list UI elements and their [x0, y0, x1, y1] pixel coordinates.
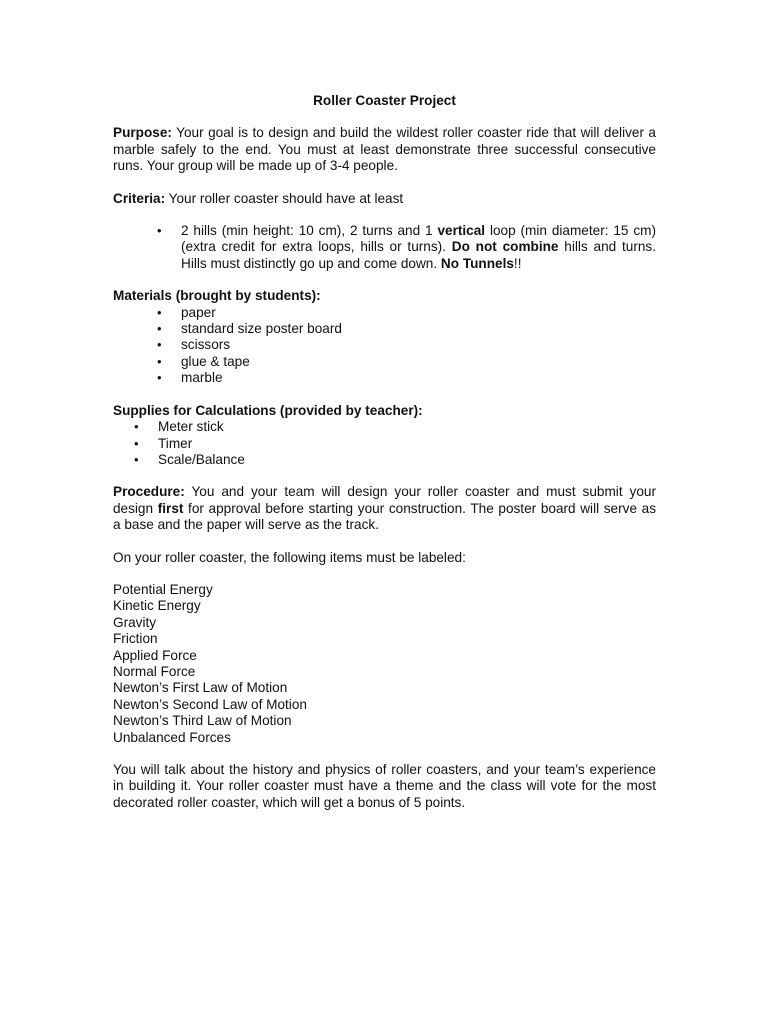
list-item — [113, 305, 656, 321]
list-item: Potential Energy — [113, 581, 213, 597]
procedure-text: for approval before starting your construction. The poster board will serve as a base and the paper will serve as the track. — [113, 500, 657, 533]
list-item: Newton’s Third Law of Motion — [113, 713, 292, 729]
procedure-label: Procedure: — [113, 484, 185, 500]
purpose-text: Your goal is to design and build the wildest roller coaster ride that will deliver a marble safely to the end. You must at least demonstrate three successful consecutive runs. Your group will be made up of 3-4 people. — [113, 125, 656, 174]
list-item-text: Meter stick — [158, 419, 224, 435]
criteria-colon: : — [160, 190, 166, 206]
bullet-icon: • — [134, 435, 139, 451]
criteria-item-text: 2 hills (min height: 10 cm), 2 turns and 1 — [181, 223, 438, 239]
materials-heading — [113, 288, 656, 304]
bullet-icon: • — [157, 304, 162, 320]
list-item: Normal Force — [113, 663, 196, 679]
purpose-label: Purpose: — [113, 125, 172, 141]
materials-heading-text: Materials (brought by students): — [113, 288, 321, 304]
list-item — [113, 436, 656, 452]
criteria-label: Criteria — [113, 190, 161, 206]
supplies-list — [113, 419, 656, 468]
bullet-icon: • — [157, 223, 162, 239]
list-item: Kinetic Energy — [113, 598, 201, 614]
list-item: Applied Force — [113, 647, 197, 663]
supplies-section — [113, 403, 656, 469]
criteria-item-text: !! — [513, 255, 522, 271]
criteria-item — [113, 223, 656, 272]
bullet-icon: • — [157, 337, 162, 353]
procedure-bold-first: first — [157, 500, 184, 516]
criteria-item-text: hills and turns. Hills must distinctly go up and come down. — [181, 239, 656, 271]
list-item: Unbalanced Forces — [113, 729, 231, 745]
supplies-heading — [113, 403, 656, 419]
labels-list — [113, 582, 656, 746]
document-body — [113, 93, 656, 827]
closing-paragraph: You will talk about the history and physics of roller coasters, and your team’s experience in building it. Your roller coaster must have a theme and the class will vote for the most decorated roller coaster, which will get a bonus of 5 points. — [113, 762, 656, 810]
criteria-item-text: loop (min diameter: 15 cm) (extra credit for extra loops, hills or turns). — [181, 223, 656, 255]
list-item — [113, 370, 656, 386]
criteria-item-bold-vertical: vertical — [437, 223, 486, 239]
bullet-icon: • — [157, 321, 162, 337]
list-item-text: Timer — [158, 435, 193, 451]
list-item — [113, 321, 656, 337]
list-item — [113, 354, 656, 370]
criteria-text: Your roller coaster should have at least — [165, 190, 404, 206]
list-item-text: scissors — [181, 337, 231, 353]
materials-section — [113, 288, 656, 386]
criteria-list — [113, 223, 656, 272]
list-item-text: marble — [181, 370, 223, 386]
bullet-icon: • — [134, 451, 139, 467]
list-item — [113, 419, 656, 435]
list-item-text: glue & tape — [181, 353, 250, 369]
procedure-text: You and your team will design your roller coaster and must submit your design — [113, 484, 656, 516]
criteria-item-bold-do-not-combine: Do not combine — [451, 239, 559, 255]
supplies-heading-text: Supplies for Calculations (provided by teacher): — [113, 402, 423, 418]
list-item: Friction — [113, 631, 158, 647]
list-item-text: paper — [181, 304, 216, 320]
bullet-icon: • — [157, 370, 162, 386]
purpose-paragraph — [113, 125, 656, 174]
list-item-text: Scale/Balance — [158, 451, 245, 467]
bullet-icon: • — [134, 419, 139, 435]
list-item — [113, 337, 656, 353]
list-item — [113, 452, 656, 468]
procedure-paragraph — [113, 484, 656, 533]
list-item: Newton’s Second Law of Motion — [113, 696, 307, 712]
materials-list — [113, 305, 656, 387]
bullet-icon: • — [157, 353, 162, 369]
list-item-text: standard size poster board — [181, 321, 342, 337]
labels-intro: On your roller coaster, the following items must be labeled: — [113, 549, 466, 565]
criteria-paragraph — [113, 191, 656, 207]
list-item: Gravity — [113, 614, 157, 630]
list-item: Newton’s First Law of Motion — [113, 680, 288, 696]
document-title: Roller Coaster Project — [313, 93, 456, 108]
criteria-item-bold-no-tunnels: No Tunnels — [440, 255, 514, 271]
